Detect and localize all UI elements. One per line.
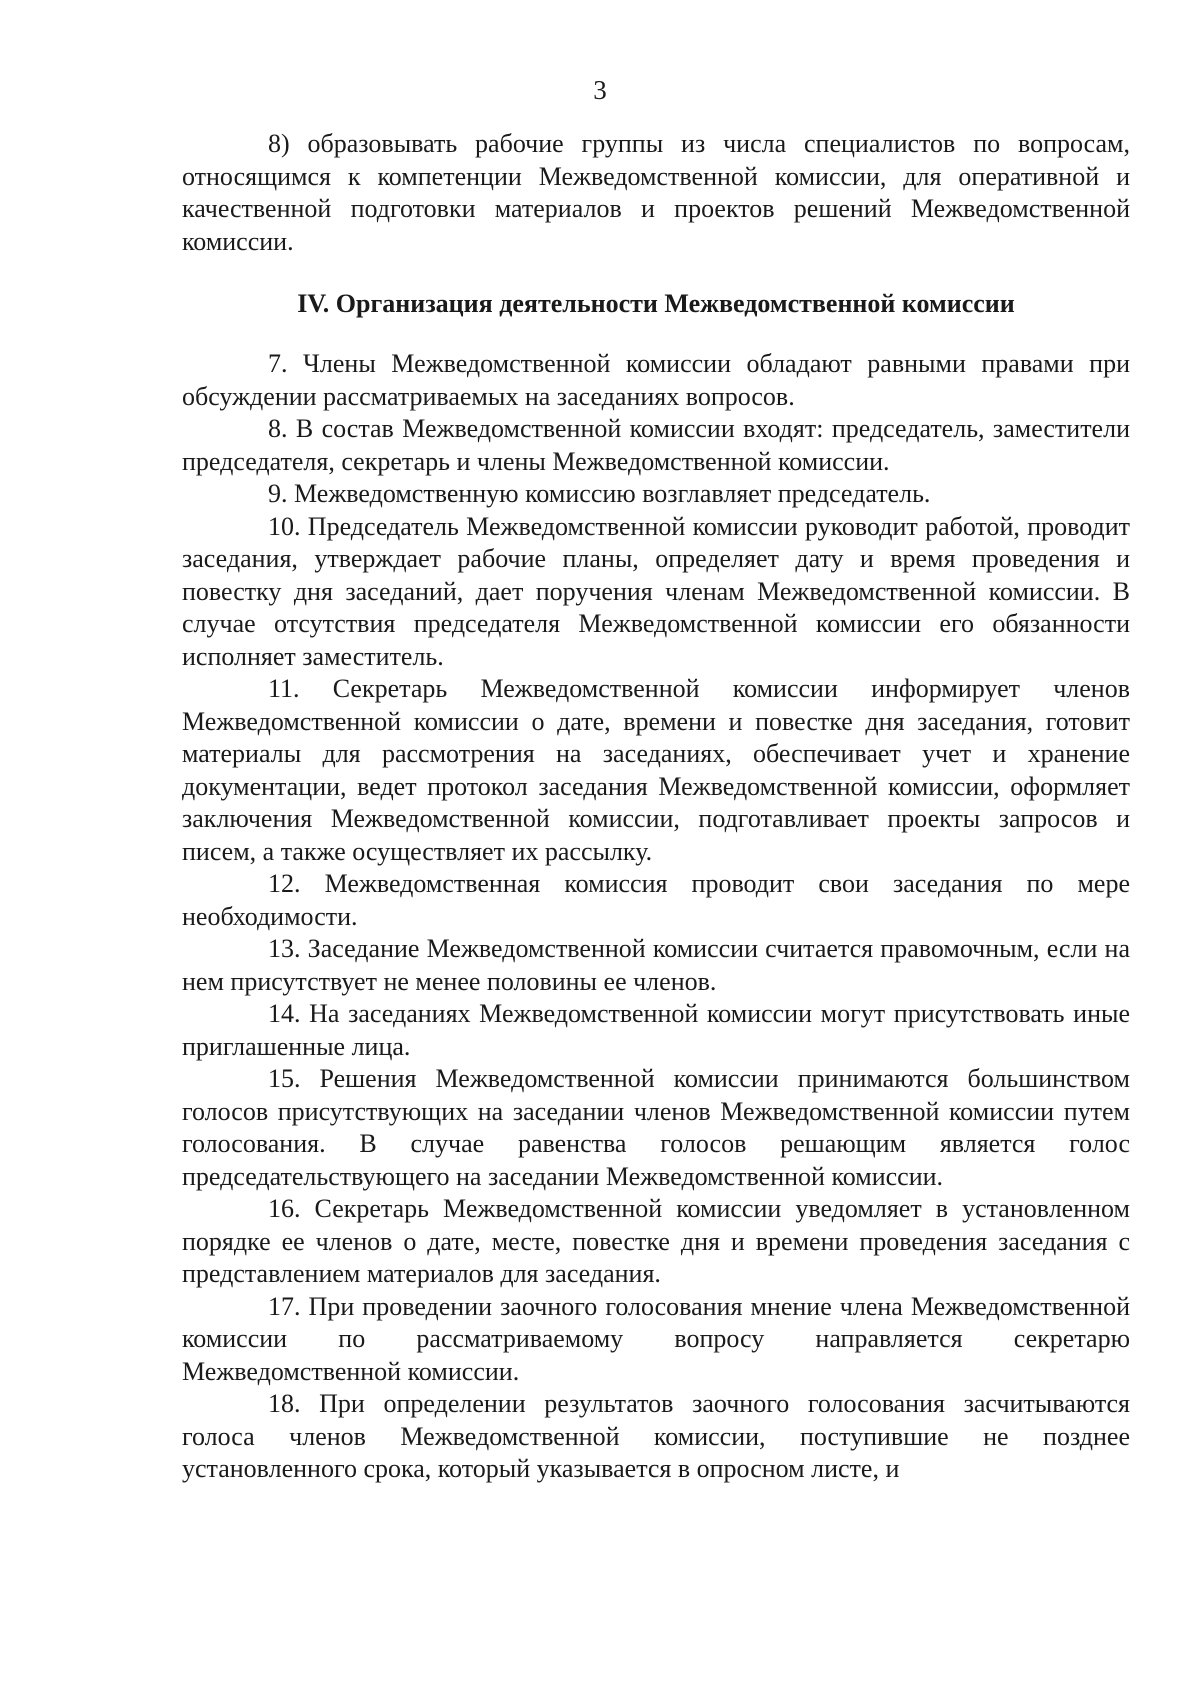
paragraph-9: 9. Межведомственную комиссию возглавляет председатель. — [268, 479, 931, 508]
paragraph-13: 13. Заседание Межведомственной комиссии считается правомочным, если на нем присутствует не менее половины ее членов. — [182, 934, 1130, 996]
paragraph-15: 15. Решения Межведомственной комиссии принимаются большинством голосов присутствующих на заседании членов Межведомственной комиссии путем голосования. В случае равенства голосов решающим является голос председательствующего на заседании Межведомственной комиссии. — [182, 1064, 1130, 1191]
paragraph-12: 12. Межведомственная комиссия проводит свои заседания по мере необходимости. — [182, 869, 1130, 931]
paragraph-7: 7. Члены Межведомственной комиссии обладают равными правами при обсуждении рассматриваемых на заседаниях вопросов. — [182, 349, 1130, 411]
page-number: 3 — [593, 75, 607, 105]
paragraph-18: 18. При определении результатов заочного голосования засчитываются голоса членов Межведомственной комиссии, поступившие не позднее установленного срока, который указывается в опросном листе, и — [182, 1389, 1130, 1483]
document-body — [182, 128, 1130, 1486]
paragraph-16: 16. Секретарь Межведомственной комиссии уведомляет в установленном порядке ее членов о дате, месте, повестке дня и времени проведения заседания с представлением материалов для заседания. — [182, 1194, 1130, 1288]
paragraph-14: 14. На заседаниях Межведомственной комиссии могут присутствовать иные приглашенные лица. — [182, 999, 1130, 1061]
paragraph-11: 11. Секретарь Межведомственной комиссии информирует членов Межведомственной комиссии о дате, времени и повестке дня заседания, готовит материалы для рассмотрения на заседаниях, обеспечивает учет и хранение документации, ведет протокол заседания Межведомственной комиссии, оформляет заключения Межведомственной комиссии, подготавливает проекты запросов и писем, а также осуществляет их рассылку. — [182, 674, 1130, 866]
paragraph-10: 10. Председатель Межведомственной комиссии руководит работой, проводит заседания, утверждает рабочие планы, определяет дату и время проведения и повестку дня заседаний, дает поручения членам Межведомственной комиссии. В случае отсутствия председателя Межведомственной комиссии его обязанности исполняет заместитель. — [182, 511, 1130, 671]
section-heading: IV. Организация деятельности Межведомственной комиссии — [297, 289, 1015, 318]
paragraph-8: 8. В состав Межведомственной комиссии входят: председатель, заместители председателя, секретарь и члены Межведомственной комиссии. — [182, 414, 1130, 476]
paragraph-17: 17. При проведении заочного голосования мнение члена Межведомственной комиссии по рассматриваемому вопросу направляется секретарю Межведомственной комиссии. — [182, 1291, 1130, 1386]
paragraph-item-8: 8) образовывать рабочие группы из числа специалистов по вопросам, относящимся к компетенции Межведомственной комиссии, для оперативной и качественной подготовки материалов и проектов решений Межведомственной комиссии. — [182, 129, 1130, 256]
